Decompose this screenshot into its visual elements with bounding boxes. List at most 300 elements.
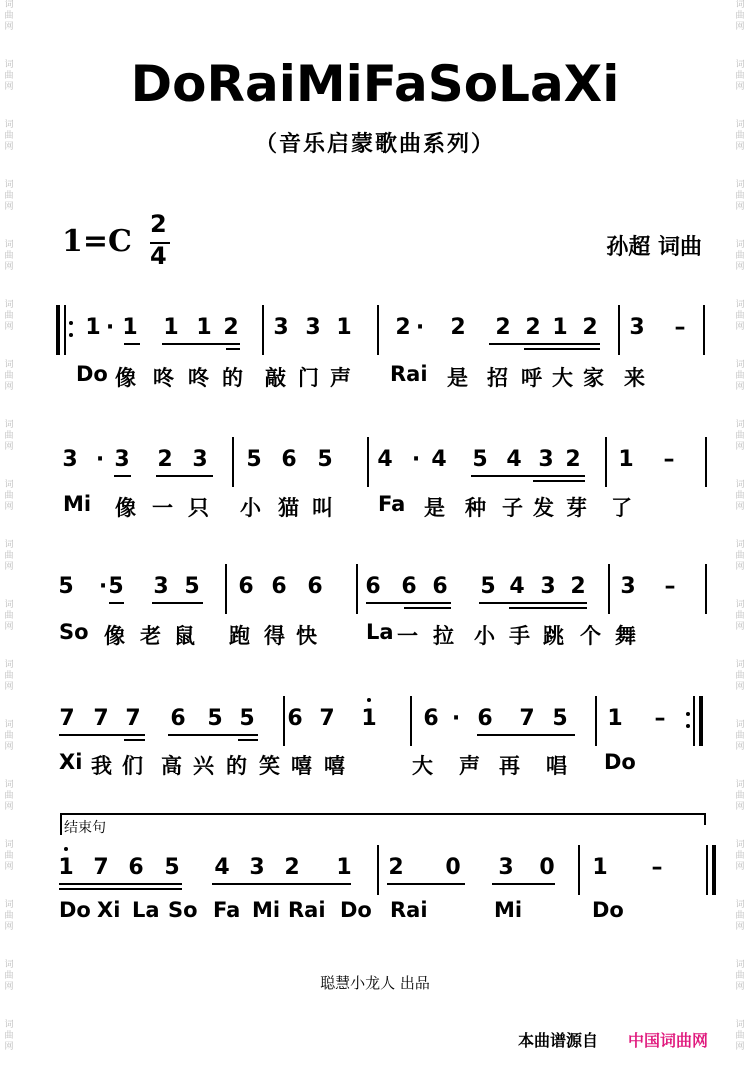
note: 4 xyxy=(214,855,230,880)
lyric-syllable: 跳 xyxy=(543,624,564,648)
note: 1 xyxy=(196,315,212,340)
duration-underline xyxy=(59,883,182,885)
ending-bracket-left xyxy=(60,813,62,835)
repeat-start-thick xyxy=(56,305,60,355)
barline xyxy=(377,845,379,895)
lyric-syllable: Do xyxy=(604,750,636,774)
note: 1 xyxy=(336,855,352,880)
lyric-syllable: Fa xyxy=(213,898,241,922)
watermark-glyph: 网 xyxy=(4,202,14,212)
lyric-syllable: La xyxy=(366,620,394,644)
lyric-syllable: 像 xyxy=(104,624,125,648)
barline xyxy=(705,437,707,487)
note: 2 xyxy=(570,574,586,599)
note: · xyxy=(98,574,108,599)
lyric-syllable: 跑 xyxy=(229,624,250,648)
note: 5 xyxy=(164,855,180,880)
watermark-glyph: 曲 xyxy=(735,971,745,981)
watermark-glyph-group xyxy=(2,780,16,813)
barline xyxy=(608,564,610,614)
watermark-glyph: 曲 xyxy=(735,251,745,261)
lyric-syllable: Mi xyxy=(494,898,523,922)
watermark-glyph-group xyxy=(2,300,16,333)
source-site-link[interactable]: 中国词曲网 xyxy=(628,1031,709,1050)
watermark-glyph-group xyxy=(2,1020,16,1053)
watermark-glyph: 词 xyxy=(735,660,745,670)
barline xyxy=(605,437,607,487)
watermark-glyph: 网 xyxy=(4,82,14,92)
barline xyxy=(356,564,358,614)
note: · xyxy=(451,706,461,731)
duration-underline xyxy=(479,602,587,604)
lyric-syllable: Do xyxy=(340,898,372,922)
watermark-glyph: 词 xyxy=(4,960,14,970)
repeat-dot xyxy=(686,724,690,728)
lyric-syllable: 猫 xyxy=(278,496,299,520)
note: 6 xyxy=(307,574,323,599)
octave-dot xyxy=(367,698,371,702)
watermark-glyph: 曲 xyxy=(735,311,745,321)
lyric-syllable: So xyxy=(168,898,198,922)
watermark-glyph: 曲 xyxy=(4,791,14,801)
lyric-syllable: 高 xyxy=(161,754,182,778)
lyric-syllable: 的 xyxy=(226,754,247,778)
lyric-syllable: 来 xyxy=(624,366,645,390)
watermark-glyph: 词 xyxy=(735,300,745,310)
duration-underline xyxy=(226,348,240,350)
time-signature-top: 2 xyxy=(150,210,167,238)
note: 6 xyxy=(238,574,254,599)
lyric-syllable: 我 xyxy=(91,754,112,778)
watermark-glyph: 网 xyxy=(4,1042,14,1052)
note: 3 xyxy=(153,574,169,599)
note: 1 xyxy=(618,447,634,472)
note: 2 xyxy=(565,447,581,472)
watermark-glyph: 曲 xyxy=(4,11,14,21)
publisher-credit: 聪慧小龙人 出品 xyxy=(320,974,430,992)
repeat-dot xyxy=(69,333,73,337)
barline xyxy=(410,696,412,746)
lyric-syllable: 发 xyxy=(533,496,554,520)
watermark-glyph-group xyxy=(2,180,16,213)
watermark-glyph: 词 xyxy=(735,720,745,730)
watermark-glyph-group xyxy=(2,240,16,273)
watermark-glyph: 曲 xyxy=(735,71,745,81)
note: 6 xyxy=(365,574,381,599)
watermark-glyph: 网 xyxy=(735,922,745,932)
watermark-glyph: 曲 xyxy=(4,671,14,681)
final-barline-thick xyxy=(712,845,716,895)
watermark-glyph: 词 xyxy=(735,960,745,970)
watermark-glyph: 曲 xyxy=(4,851,14,861)
duration-underline xyxy=(124,739,145,741)
barline xyxy=(706,845,708,895)
watermark-glyph-group xyxy=(733,480,747,513)
lyric-syllable: 个 xyxy=(580,624,601,648)
note: 4 xyxy=(509,574,525,599)
watermark-glyph: 网 xyxy=(735,142,745,152)
lyric-syllable: Fa xyxy=(378,492,406,516)
note: 6 xyxy=(271,574,287,599)
barline xyxy=(705,564,707,614)
watermark-glyph: 词 xyxy=(735,240,745,250)
duration-underline xyxy=(471,475,585,477)
watermark-glyph-group xyxy=(733,720,747,753)
note: 3 xyxy=(540,574,556,599)
lyric-syllable: 敲 xyxy=(265,366,286,390)
note: 0 xyxy=(445,855,461,880)
watermark-glyph: 网 xyxy=(4,922,14,932)
watermark-glyph: 曲 xyxy=(4,131,14,141)
source-label: 本曲谱源自 xyxy=(518,1031,599,1050)
watermark-glyph-group xyxy=(733,240,747,273)
watermark-glyph: 曲 xyxy=(4,1031,14,1041)
watermark-glyph-group xyxy=(2,900,16,933)
lyric-syllable: Do xyxy=(76,362,108,386)
note: 5 xyxy=(480,574,496,599)
watermark-glyph: 网 xyxy=(4,622,14,632)
note: 5 xyxy=(239,706,255,731)
lyric-syllable: Do xyxy=(59,898,91,922)
watermark-glyph: 词 xyxy=(4,180,14,190)
note: 2 xyxy=(450,315,466,340)
note: 6 xyxy=(401,574,417,599)
watermark-glyph: 网 xyxy=(4,802,14,812)
lyric-syllable: 招 xyxy=(487,366,508,390)
lyric-syllable: 是 xyxy=(424,496,445,520)
watermark-glyph-group xyxy=(733,1020,747,1053)
duration-underline xyxy=(152,602,203,604)
note: – xyxy=(664,574,676,599)
duration-underline xyxy=(387,883,465,885)
watermark-glyph: 网 xyxy=(4,862,14,872)
duration-underline xyxy=(477,734,575,736)
duration-underline xyxy=(524,348,600,350)
watermark-glyph: 曲 xyxy=(4,491,14,501)
watermark-glyph: 曲 xyxy=(735,731,745,741)
watermark-glyph: 词 xyxy=(4,660,14,670)
lyric-syllable: 再 xyxy=(499,754,520,778)
watermark-glyph-group xyxy=(733,0,747,33)
duration-underline xyxy=(489,343,600,345)
watermark-glyph-group xyxy=(733,180,747,213)
barline xyxy=(377,305,379,355)
watermark-glyph: 网 xyxy=(4,442,14,452)
lyric-syllable: 大 xyxy=(552,366,573,390)
note: 5 xyxy=(58,574,74,599)
lyric-syllable: 快 xyxy=(296,624,317,648)
watermark-glyph: 网 xyxy=(735,322,745,332)
watermark-glyph: 曲 xyxy=(4,311,14,321)
lyric-syllable: 小 xyxy=(474,624,495,648)
lyric-syllable: 手 xyxy=(509,624,530,648)
watermark-glyph-group xyxy=(2,840,16,873)
watermark-glyph: 曲 xyxy=(735,431,745,441)
lyric-syllable: La xyxy=(132,898,160,922)
duration-underline xyxy=(162,343,240,345)
watermark-glyph: 网 xyxy=(4,22,14,32)
duration-underline xyxy=(59,734,145,736)
note: · xyxy=(105,315,115,340)
song-title: DoRaiMiFaSoLaXi xyxy=(130,55,620,113)
watermark-glyph: 网 xyxy=(735,442,745,452)
note: 6 xyxy=(128,855,144,880)
note: 5 xyxy=(207,706,223,731)
watermark-glyph: 词 xyxy=(735,900,745,910)
note: 3 xyxy=(629,315,645,340)
note: 2 xyxy=(582,315,598,340)
watermark-glyph: 网 xyxy=(735,382,745,392)
lyric-syllable: 得 xyxy=(264,624,285,648)
duration-underline xyxy=(124,343,140,345)
watermark-glyph: 词 xyxy=(735,480,745,490)
lyric-syllable: 家 xyxy=(583,366,604,390)
watermark-glyph: 曲 xyxy=(4,251,14,261)
lyric-syllable: 声 xyxy=(330,366,351,390)
watermark-glyph: 词 xyxy=(4,480,14,490)
lyric-syllable: 嘻 xyxy=(291,754,312,778)
barline xyxy=(578,845,580,895)
ending-label: 结束句 xyxy=(64,820,106,836)
watermark-glyph: 网 xyxy=(4,742,14,752)
watermark-glyph-group xyxy=(733,780,747,813)
note: 5 xyxy=(317,447,333,472)
lyric-syllable: Xi xyxy=(97,898,121,922)
watermark-glyph: 词 xyxy=(4,60,14,70)
lyric-syllable: 唱 xyxy=(546,754,567,778)
note: 3 xyxy=(249,855,265,880)
watermark-glyph-group xyxy=(733,600,747,633)
watermark-glyph: 词 xyxy=(4,720,14,730)
watermark-glyph: 曲 xyxy=(735,191,745,201)
watermark-glyph: 曲 xyxy=(735,911,745,921)
watermark-glyph: 曲 xyxy=(4,731,14,741)
watermark-glyph: 词 xyxy=(735,420,745,430)
note: 1 xyxy=(58,855,74,880)
watermark-glyph: 网 xyxy=(4,562,14,572)
watermark-glyph: 曲 xyxy=(735,671,745,681)
note: 4 xyxy=(431,447,447,472)
duration-underline xyxy=(168,734,258,736)
note: 7 xyxy=(319,706,335,731)
note: 1 xyxy=(336,315,352,340)
duration-underline xyxy=(492,883,555,885)
lyric-syllable: 鼠 xyxy=(174,624,195,648)
lyric-syllable: 像 xyxy=(115,366,136,390)
watermark-glyph: 词 xyxy=(4,540,14,550)
watermark-glyph: 词 xyxy=(4,900,14,910)
watermark-glyph: 词 xyxy=(4,420,14,430)
barline xyxy=(64,305,66,355)
note: 7 xyxy=(519,706,535,731)
note: 3 xyxy=(192,447,208,472)
watermark-glyph-group xyxy=(733,420,747,453)
watermark-glyph: 词 xyxy=(735,600,745,610)
watermark-glyph: 网 xyxy=(735,802,745,812)
note: 5 xyxy=(552,706,568,731)
watermark-glyph: 网 xyxy=(735,502,745,512)
lyric-syllable: 了 xyxy=(611,496,632,520)
duration-underline xyxy=(509,607,587,609)
watermark-glyph: 网 xyxy=(4,502,14,512)
note: 3 xyxy=(620,574,636,599)
watermark-glyph: 词 xyxy=(735,180,745,190)
lyric-syllable: Mi xyxy=(252,898,281,922)
time-signature-bottom: 4 xyxy=(150,242,167,270)
watermark-glyph-group xyxy=(2,720,16,753)
watermark-glyph: 词 xyxy=(4,1020,14,1030)
lyric-syllable: 呼 xyxy=(521,366,542,390)
watermark-glyph: 网 xyxy=(735,982,745,992)
repeat-dot xyxy=(686,712,690,716)
watermark-glyph: 网 xyxy=(735,262,745,272)
note: – xyxy=(654,706,666,731)
note: 2 xyxy=(284,855,300,880)
watermark-glyph: 曲 xyxy=(4,71,14,81)
watermark-glyph-group xyxy=(733,360,747,393)
note: 2 xyxy=(388,855,404,880)
lyric-syllable: 大 xyxy=(412,754,433,778)
lyric-syllable: 笑 xyxy=(259,754,280,778)
note: 1 xyxy=(592,855,608,880)
lyric-syllable: 们 xyxy=(122,754,143,778)
lyric-syllable: 只 xyxy=(188,496,209,520)
barline xyxy=(693,696,695,746)
watermark-glyph: 词 xyxy=(4,360,14,370)
note: 1 xyxy=(552,315,568,340)
watermark-glyph-group xyxy=(2,360,16,393)
duration-underline xyxy=(404,607,451,609)
watermark-glyph: 词 xyxy=(4,300,14,310)
duration-underline xyxy=(212,883,351,885)
note: 4 xyxy=(377,447,393,472)
note: 5 xyxy=(108,574,124,599)
note: 0 xyxy=(539,855,555,880)
note: 3 xyxy=(305,315,321,340)
note: 5 xyxy=(472,447,488,472)
watermark-glyph: 词 xyxy=(4,780,14,790)
lyric-syllable: 小 xyxy=(240,496,261,520)
watermark-glyph: 曲 xyxy=(735,131,745,141)
lyric-syllable: 像 xyxy=(115,496,136,520)
watermark-glyph-group xyxy=(733,900,747,933)
note: 5 xyxy=(184,574,200,599)
ending-bracket xyxy=(60,813,705,835)
duration-underline xyxy=(366,602,451,604)
watermark-glyph: 曲 xyxy=(4,191,14,201)
note: 2 xyxy=(525,315,541,340)
duration-underline xyxy=(238,739,258,741)
lyric-syllable: Do xyxy=(592,898,624,922)
lyric-syllable: 一 xyxy=(397,624,418,648)
watermark-glyph-group xyxy=(733,660,747,693)
song-subtitle: （音乐启蒙歌曲系列） xyxy=(254,132,495,157)
lyric-syllable: 子 xyxy=(502,496,523,520)
note: 1 xyxy=(607,706,623,731)
barline xyxy=(595,696,597,746)
watermark-glyph: 网 xyxy=(735,562,745,572)
watermark-glyph: 词 xyxy=(735,780,745,790)
lyric-syllable: 拉 xyxy=(433,624,454,648)
lyric-syllable: 一 xyxy=(152,496,173,520)
watermark-glyph: 网 xyxy=(735,202,745,212)
watermark-glyph: 网 xyxy=(4,682,14,692)
lyric-syllable: Rai xyxy=(390,362,428,386)
watermark-glyph-group xyxy=(733,540,747,573)
author-credit: 孙超 词曲 xyxy=(606,235,702,260)
lyric-syllable: 种 xyxy=(465,496,486,520)
note: · xyxy=(415,315,425,340)
watermark-glyph: 曲 xyxy=(735,371,745,381)
note: 2 xyxy=(223,315,239,340)
note: 2 xyxy=(157,447,173,472)
note: 5 xyxy=(246,447,262,472)
watermark-glyph: 曲 xyxy=(4,371,14,381)
note: 6 xyxy=(432,574,448,599)
watermark-glyph: 词 xyxy=(4,0,14,10)
watermark-glyph-group xyxy=(733,840,747,873)
duration-underline xyxy=(114,475,131,477)
lyric-syllable: 兴 xyxy=(193,754,214,778)
watermark-glyph: 词 xyxy=(735,840,745,850)
watermark-glyph: 曲 xyxy=(735,1031,745,1041)
barline xyxy=(225,564,227,614)
note: 2 xyxy=(395,315,411,340)
barline xyxy=(703,305,705,355)
note: 6 xyxy=(287,706,303,731)
octave-dot xyxy=(64,847,68,851)
lyric-syllable: 老 xyxy=(140,624,161,648)
lyric-syllable: Xi xyxy=(59,750,83,774)
watermark-glyph: 网 xyxy=(735,682,745,692)
repeat-dot xyxy=(69,321,73,325)
watermark-glyph: 曲 xyxy=(735,791,745,801)
watermark-glyph: 网 xyxy=(735,742,745,752)
note: 3 xyxy=(62,447,78,472)
watermark-glyph-group xyxy=(2,660,16,693)
duration-underline xyxy=(533,480,585,482)
ending-bracket-right xyxy=(704,813,706,825)
barline xyxy=(283,696,285,746)
note: · xyxy=(95,447,105,472)
watermark-glyph: 网 xyxy=(4,982,14,992)
watermark-glyph: 网 xyxy=(735,862,745,872)
note: 1 xyxy=(122,315,138,340)
watermark-glyph: 网 xyxy=(735,22,745,32)
note: 4 xyxy=(506,447,522,472)
watermark-glyph: 词 xyxy=(4,120,14,130)
watermark-glyph: 词 xyxy=(735,120,745,130)
lyric-syllable: 咚 xyxy=(153,366,174,390)
note: 6 xyxy=(477,706,493,731)
watermark-glyph: 曲 xyxy=(735,11,745,21)
watermark-glyph-group xyxy=(2,540,16,573)
watermark-glyph: 曲 xyxy=(4,551,14,561)
lyric-syllable: Rai xyxy=(390,898,428,922)
note: 3 xyxy=(273,315,289,340)
watermark-glyph: 网 xyxy=(735,622,745,632)
lyric-syllable: 嘻 xyxy=(324,754,345,778)
watermark-glyph: 曲 xyxy=(4,611,14,621)
watermark-glyph: 网 xyxy=(735,1042,745,1052)
note: 7 xyxy=(93,706,109,731)
key-signature: 1=C xyxy=(62,224,132,259)
watermark-glyph: 词 xyxy=(735,540,745,550)
note: – xyxy=(651,855,663,880)
note: 6 xyxy=(423,706,439,731)
note: 7 xyxy=(125,706,141,731)
watermark-glyph: 词 xyxy=(735,1020,745,1030)
